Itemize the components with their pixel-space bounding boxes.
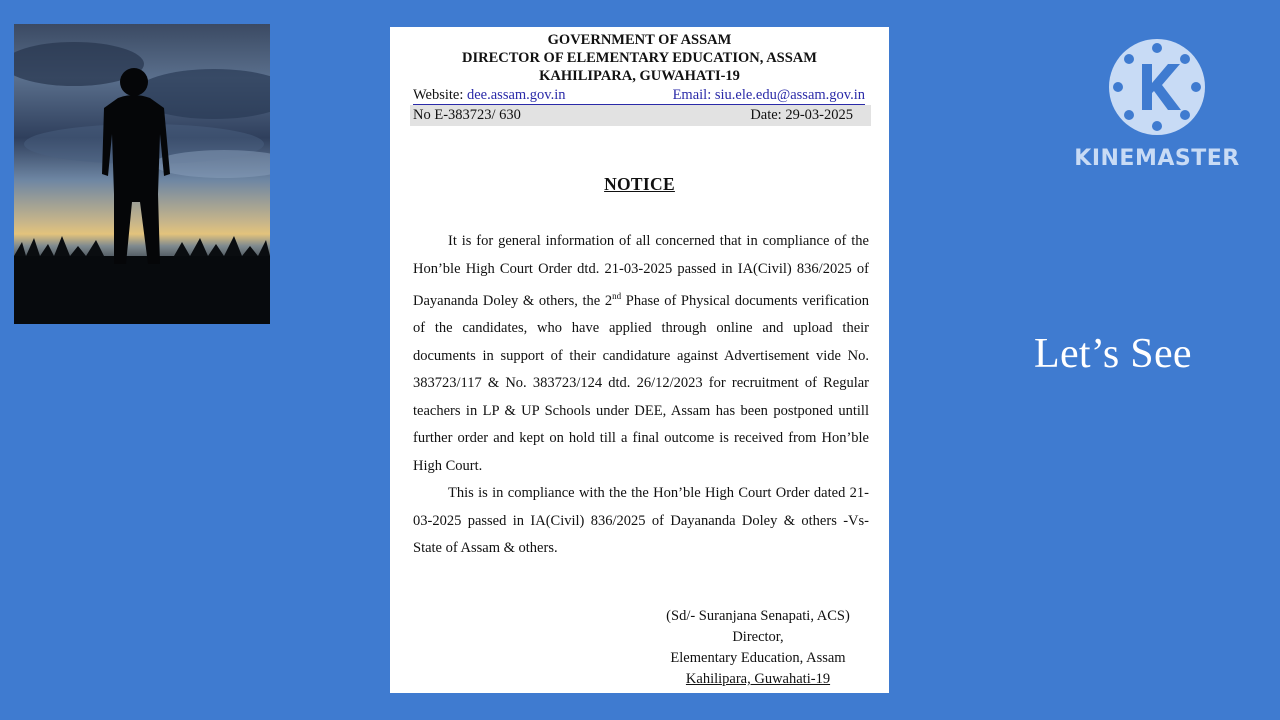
notice-document [390, 27, 889, 693]
notice-body [413, 228, 869, 563]
caption-text: Let’s See [1034, 331, 1192, 377]
signatory-department: Elementary Education, Assam [670, 650, 846, 666]
website-field [413, 86, 566, 104]
silhouette-photo [14, 24, 270, 324]
website-label: Website: [413, 87, 467, 103]
kinemaster-k-icon [1108, 38, 1206, 136]
signatory-address: Kahilipara, Guwahati-19 [685, 671, 831, 687]
header-directorate: DIRECTOR OF ELEMENTARY EDUCATION, ASSAM [462, 50, 817, 66]
signature-block [652, 606, 864, 690]
email-link[interactable]: siu.ele.edu@assam.gov.in [714, 87, 865, 103]
website-link[interactable]: dee.assam.gov.in [467, 87, 566, 103]
contact-row [413, 86, 865, 105]
paragraph-2: This is in compliance with the the Hon’ble High Court Order dated 21-03-2025 passed in IA(Civil) 836/2025 of Dayananda Doley & others -Vs-State of Assam & others. [413, 485, 869, 557]
silhouette-figure-graphic [14, 24, 270, 324]
paragraph-1-part-a: It is for general information of all concerned that in compliance of the Hon’ble High Court Order dtd. 21-03-2025 passed in IA(Civil) 836/2025 of Dayananda Doley & others, the 2 [413, 233, 869, 309]
email-field [673, 86, 865, 104]
notice-title: NOTICE [604, 174, 675, 194]
signatory-name: (Sd/- Suranjana Senapati, ACS) [666, 608, 850, 624]
paragraph-1 [413, 228, 869, 480]
reference-number: No E-383723/ 630 [413, 107, 521, 123]
ordinal-superscript: nd [612, 291, 622, 301]
paragraph-1-part-b: Phase of Physical documents verification of the candidates, who have applied through online and upload their documents in support of their candidature against Advertisement vide No. 383723/117 & No. 383723/124 dtd. 26/12/2023 for recruitment of Regular teachers in LP & UP Schools under DEE, Assam has been postponed untill further order and kept on hold till a final outcome is received from Hon’ble High Court. [413, 292, 869, 474]
header-address: KAHILIPARA, GUWAHATI-19 [539, 68, 740, 84]
reference-bar [410, 105, 871, 126]
notice-date: Date: 29-03-2025 [750, 107, 853, 123]
signatory-designation: Director, [732, 629, 784, 645]
kinemaster-brand-text: KINEMASTER [1074, 146, 1240, 171]
email-label[interactable]: Email: [672, 87, 715, 103]
header-government: GOVERNMENT OF ASSAM [547, 32, 732, 48]
